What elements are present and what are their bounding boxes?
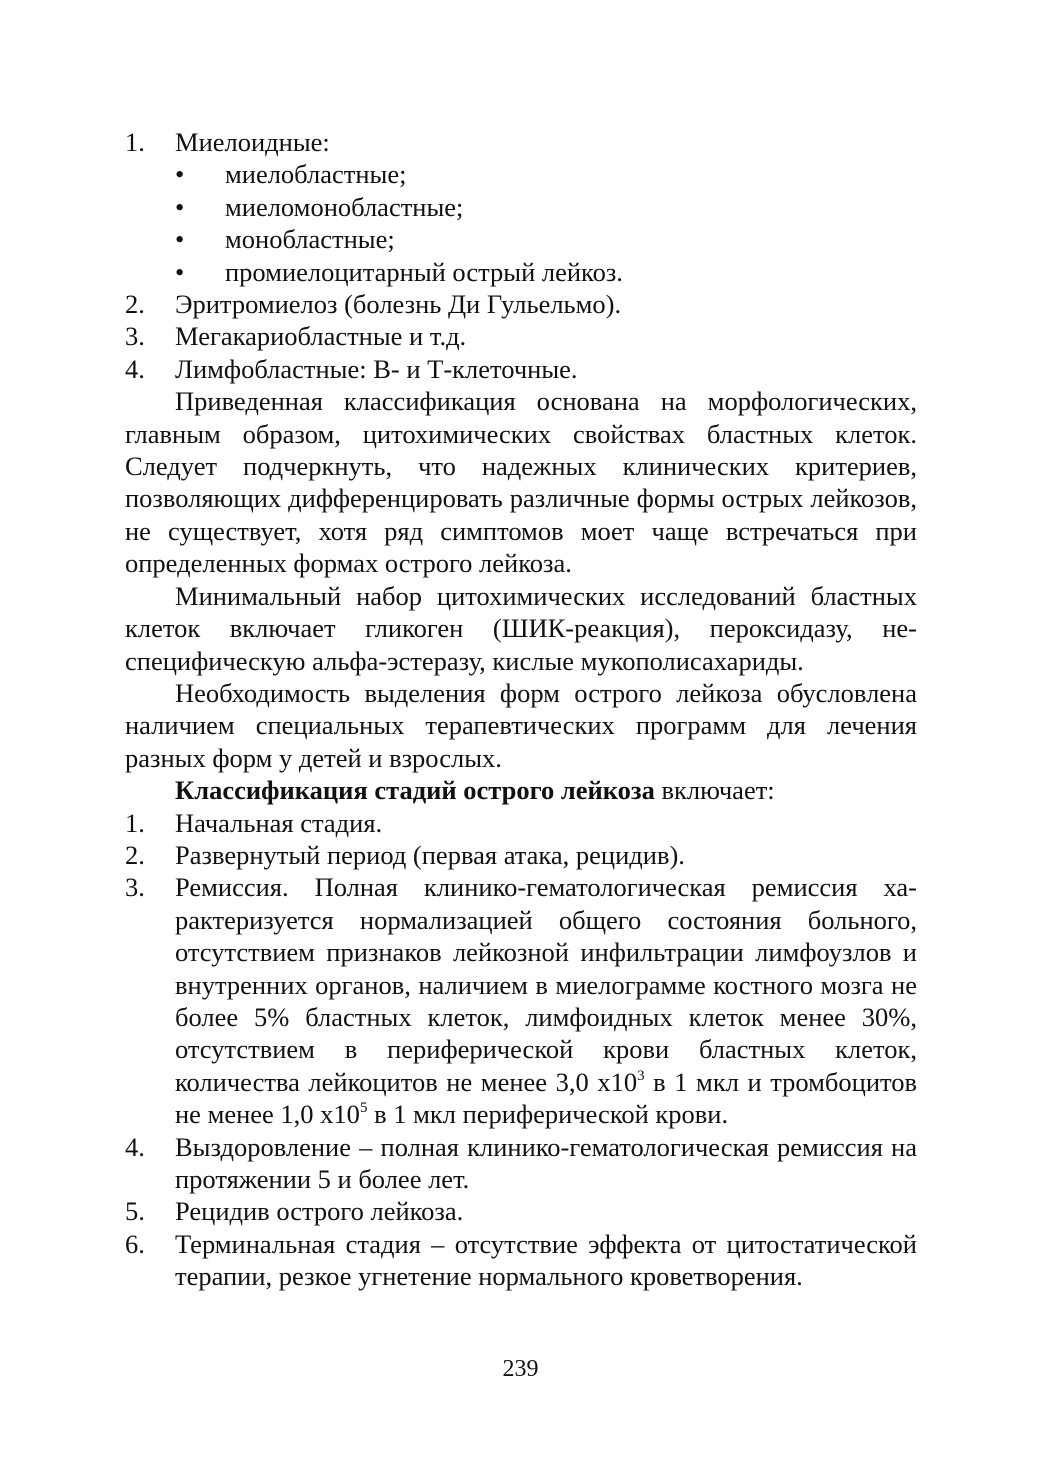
list-number: 1. xyxy=(125,807,145,838)
list-item-text: Мегакариобластные и т.д. xyxy=(175,321,467,352)
list-number: 4. xyxy=(125,1131,145,1162)
bullet-item xyxy=(125,158,917,190)
bullet-item xyxy=(125,191,917,223)
stage-text: Развернутый период (первая атака, рецидив). xyxy=(175,839,685,870)
stage-text: Начальная стадия. xyxy=(175,807,383,838)
paragraph: Необходимость выделения форм острого лейкоза обусловлена наличием специальных терапевтических программ для лечения разных форм у детей и взрослых. xyxy=(125,677,917,773)
stage-text-part: в 1 мкл периферической крови. xyxy=(367,1099,729,1130)
superscript: 3 xyxy=(637,1067,645,1084)
stage-text: Выздоровление – полная клинико-гематологическая ремиссия на протяжении 5 и более лет. xyxy=(175,1131,917,1194)
section-heading-rest: включает: xyxy=(654,775,775,806)
bullet-icon: • xyxy=(175,224,185,255)
list-item xyxy=(125,353,917,385)
list-item-text: Эритромиелоз (болезнь Ди Гульельмо). xyxy=(175,289,622,320)
list-item xyxy=(125,320,917,352)
bullet-item xyxy=(125,223,917,255)
stage-item xyxy=(125,839,917,871)
list-item xyxy=(125,126,917,158)
list-number: 2. xyxy=(125,839,145,870)
list-item-text: Миелоидные: xyxy=(175,127,330,157)
bullet-icon: • xyxy=(175,191,185,222)
list-item xyxy=(125,288,917,320)
list-number: 1. xyxy=(125,127,145,157)
section-heading-bold: Классификация стадий острого лейкоза xyxy=(175,775,655,806)
stage-item xyxy=(125,1195,917,1227)
stage-item xyxy=(125,1228,917,1293)
stage-text: Рецидив острого лейкоза. xyxy=(175,1196,464,1227)
stage-item xyxy=(125,807,917,839)
list-number: 6. xyxy=(125,1228,145,1259)
stage-text-part: в 1 мкл и тромбоцитов не менее 1,0 х10 xyxy=(175,1066,918,1130)
list-number: 3. xyxy=(125,321,145,352)
bullet-text: миелобластные; xyxy=(225,159,407,190)
stage-text: Терминальная стадия – отсутствие эффекта от цитостатической терапии, резкое угнетение нормального кроветворения. xyxy=(175,1228,917,1292)
list-number: 2. xyxy=(125,289,145,320)
page-number: 239 xyxy=(502,1356,539,1382)
stage-item xyxy=(125,1131,917,1196)
bullet-text: монобластные; xyxy=(225,224,395,255)
list-number: 5. xyxy=(125,1196,145,1227)
list-number: 4. xyxy=(125,353,145,384)
section-heading xyxy=(125,774,917,806)
bullet-item xyxy=(125,256,917,288)
bullet-icon: • xyxy=(175,256,185,287)
bullet-text: промиелоцитарный острый лейкоз. xyxy=(225,256,623,287)
bullet-icon: • xyxy=(175,159,185,190)
list-item-text: Лимфобластные: В- и Т-клеточные. xyxy=(175,353,578,384)
page-body xyxy=(125,126,917,1293)
paragraph: Приведенная классификация основана на морфологических, главным образом, цитохимических свойствах бластных клеток. Следует подчеркнуть, что надежных клинических критериев, позволяющих дифференцировать различные формы острых лейкозов, не существует, хотя ряд симптомов моет чаще встречаться при определенных формах острого лейкоза. xyxy=(125,386,917,579)
list-number: 3. xyxy=(125,872,145,903)
bullet-text: миеломонобластные; xyxy=(225,191,464,222)
stage-text xyxy=(175,871,917,1130)
superscript: 5 xyxy=(359,1100,368,1117)
stage-text-part: Ремиссия. Полная клинико-гематологическая ремиссия характеризуется нормализацией общего состояния больного, отсутствием признаков лейкозной инфильтрации лимфоузлов и внутренних органов, наличием в миелограмме костного мозга не более 5% бластных клеток, лимфоидных клеток менее 30%, отсутствием в периферической крови бластных клеток, количества лейкоцитов не менее 3,0 х10 xyxy=(175,872,917,1097)
stage-item xyxy=(125,871,917,1130)
paragraph: Минимальный набор цитохимических исследований бластных клеток включает гликоген (ШИК-реакция), пероксидазу, неспецифическую альфа-эстеразу, кислые мукополисахариды. xyxy=(125,580,917,676)
